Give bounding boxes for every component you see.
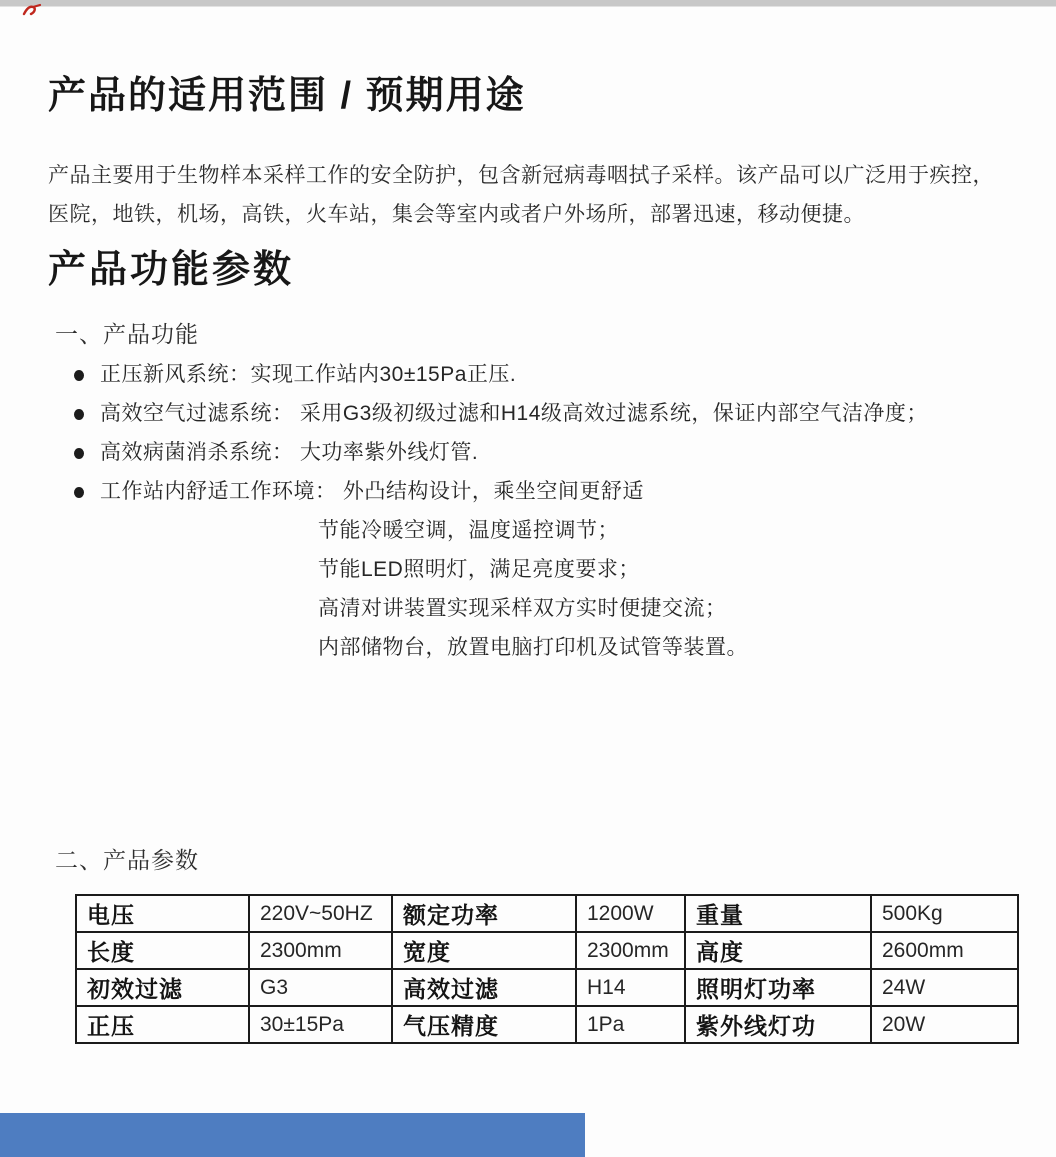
intro-line-2: 医院，地铁，机场，高铁，火车站，集会等室内或者户外场所，部署迅速，移动便捷。 — [48, 203, 865, 226]
param-label: 正压 — [76, 1006, 249, 1043]
feature-text: 高效空气过滤系统： 采用G3级初级过滤和H14级高效过滤系统，保证内部空气洁净度； — [100, 402, 928, 425]
table-row — [76, 932, 1018, 969]
param-value: 20W — [871, 1006, 1018, 1043]
list-item — [72, 361, 1012, 389]
parameters-table — [75, 894, 1019, 1044]
feature-text: 工作站内舒适工作环境： 外凸结构设计，乘坐空间更舒适 — [100, 480, 644, 503]
bullet-dot-icon — [74, 409, 84, 420]
param-value: G3 — [249, 969, 392, 1006]
param-label: 紫外线灯功 — [685, 1006, 871, 1043]
list-item — [72, 439, 1012, 467]
param-value: 2300mm — [249, 932, 392, 969]
param-label: 高效过滤 — [392, 969, 576, 1006]
param-value: 2600mm — [871, 932, 1018, 969]
param-label: 额定功率 — [392, 895, 576, 932]
subsection-product-parameters: 二、产品参数 — [55, 847, 199, 873]
table-row — [76, 1006, 1018, 1043]
red-corner-mark — [22, 3, 42, 18]
param-value: 500Kg — [871, 895, 1018, 932]
param-value: 1Pa — [576, 1006, 685, 1043]
table-row — [76, 969, 1018, 1006]
subsection-product-functions: 一、产品功能 — [55, 321, 199, 347]
feature-text: 正压新风系统：实现工作站内30±15Pa正压. — [100, 363, 517, 386]
param-value: 1200W — [576, 895, 685, 932]
list-item — [72, 478, 1012, 506]
list-item — [72, 400, 1012, 428]
param-label: 重量 — [685, 895, 871, 932]
continuation-line: 高清对讲装置实现采样双方实时便捷交流； — [318, 597, 727, 620]
param-label: 高度 — [685, 932, 871, 969]
page-title: 产品的适用范围 / 预期用途 — [48, 75, 526, 117]
param-value: 30±15Pa — [249, 1006, 392, 1043]
intro-line-1: 产品主要用于生物样本采样工作的安全防护，包含新冠病毒咽拭子采样。该产品可以广泛用于疾控， — [48, 164, 994, 187]
feature-text: 高效病菌消杀系统： 大功率紫外线灯管. — [100, 441, 479, 464]
top-edge-bar — [0, 0, 1056, 7]
param-label: 宽度 — [392, 932, 576, 969]
continuation-line: 节能冷暖空调，温度遥控调节； — [318, 519, 619, 542]
section-title-parameters: 产品功能参数 — [48, 249, 295, 291]
param-value: 220V~50HZ — [249, 895, 392, 932]
continuation-line: 内部储物台，放置电脑打印机及试管等装置。 — [318, 636, 748, 659]
feature-list — [72, 361, 1012, 517]
intro-paragraph — [48, 156, 1018, 234]
bullet-dot-icon — [74, 487, 84, 498]
bullet-dot-icon — [74, 448, 84, 459]
param-label: 长度 — [76, 932, 249, 969]
param-value: 24W — [871, 969, 1018, 1006]
feature-continuation-lines — [318, 517, 748, 673]
param-label: 照明灯功率 — [685, 969, 871, 1006]
bottom-selection-bar — [0, 1113, 585, 1157]
continuation-line: 节能LED照明灯，满足亮度要求； — [318, 558, 640, 581]
param-label: 气压精度 — [392, 1006, 576, 1043]
param-label: 电压 — [76, 895, 249, 932]
param-label: 初效过滤 — [76, 969, 249, 1006]
table-row — [76, 895, 1018, 932]
param-value: H14 — [576, 969, 685, 1006]
bullet-dot-icon — [74, 370, 84, 381]
param-value: 2300mm — [576, 932, 685, 969]
